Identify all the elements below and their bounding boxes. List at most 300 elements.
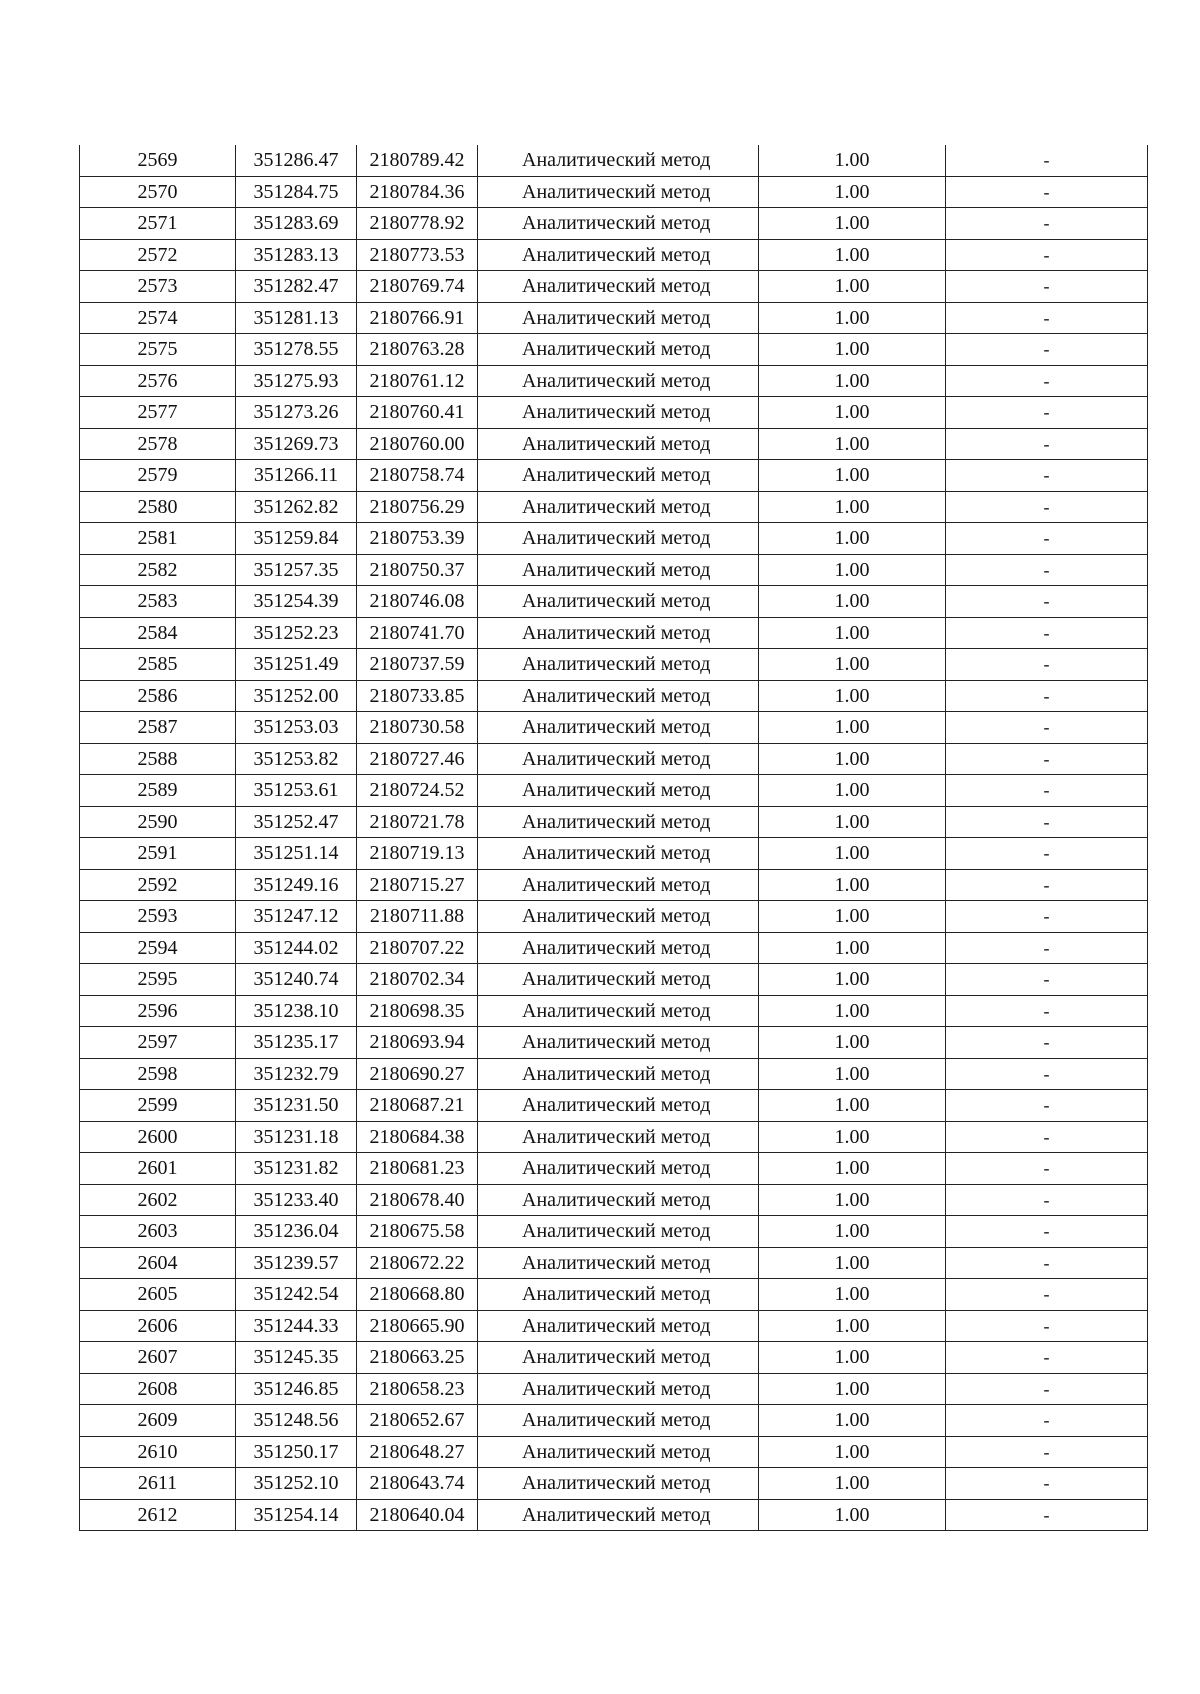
y-coordinate-cell: 2180753.39 [357, 523, 478, 555]
x-coordinate-cell: 351238.10 [236, 995, 357, 1027]
table-row [80, 617, 1148, 649]
y-coordinate-cell: 2180678.40 [357, 1184, 478, 1216]
point-number-cell: 2572 [80, 239, 236, 271]
accuracy-cell: 1.00 [759, 365, 946, 397]
point-number-cell: 2602 [80, 1184, 236, 1216]
accuracy-cell: 1.00 [759, 208, 946, 240]
note-cell: - [946, 1310, 1148, 1342]
accuracy-cell: 1.00 [759, 554, 946, 586]
method-cell: Аналитический метод [478, 460, 759, 492]
note-cell: - [946, 302, 1148, 334]
table-row [80, 901, 1148, 933]
method-cell: Аналитический метод [478, 1184, 759, 1216]
y-coordinate-cell: 2180760.00 [357, 428, 478, 460]
accuracy-cell: 1.00 [759, 743, 946, 775]
method-cell: Аналитический метод [478, 1247, 759, 1279]
note-cell: - [946, 1027, 1148, 1059]
point-number-cell: 2594 [80, 932, 236, 964]
point-number-cell: 2589 [80, 775, 236, 807]
table-row [80, 680, 1148, 712]
method-cell: Аналитический метод [478, 1310, 759, 1342]
x-coordinate-cell: 351244.02 [236, 932, 357, 964]
y-coordinate-cell: 2180684.38 [357, 1121, 478, 1153]
point-number-cell: 2579 [80, 460, 236, 492]
table-row [80, 334, 1148, 366]
accuracy-cell: 1.00 [759, 617, 946, 649]
method-cell: Аналитический метод [478, 1027, 759, 1059]
y-coordinate-cell: 2180727.46 [357, 743, 478, 775]
y-coordinate-cell: 2180652.67 [357, 1405, 478, 1437]
y-coordinate-cell: 2180663.25 [357, 1342, 478, 1374]
x-coordinate-cell: 351249.16 [236, 869, 357, 901]
method-cell: Аналитический метод [478, 649, 759, 681]
accuracy-cell: 1.00 [759, 1216, 946, 1248]
accuracy-cell: 1.00 [759, 932, 946, 964]
coordinates-table [79, 145, 1148, 1531]
x-coordinate-cell: 351286.47 [236, 145, 357, 176]
point-number-cell: 2580 [80, 491, 236, 523]
x-coordinate-cell: 351252.00 [236, 680, 357, 712]
accuracy-cell: 1.00 [759, 1121, 946, 1153]
accuracy-cell: 1.00 [759, 491, 946, 523]
method-cell: Аналитический метод [478, 932, 759, 964]
y-coordinate-cell: 2180769.74 [357, 271, 478, 303]
x-coordinate-cell: 351247.12 [236, 901, 357, 933]
note-cell: - [946, 1121, 1148, 1153]
x-coordinate-cell: 351283.13 [236, 239, 357, 271]
note-cell: - [946, 586, 1148, 618]
x-coordinate-cell: 351259.84 [236, 523, 357, 555]
y-coordinate-cell: 2180721.78 [357, 806, 478, 838]
point-number-cell: 2597 [80, 1027, 236, 1059]
method-cell: Аналитический метод [478, 838, 759, 870]
note-cell: - [946, 1499, 1148, 1531]
point-number-cell: 2596 [80, 995, 236, 1027]
x-coordinate-cell: 351232.79 [236, 1058, 357, 1090]
y-coordinate-cell: 2180784.36 [357, 176, 478, 208]
point-number-cell: 2586 [80, 680, 236, 712]
x-coordinate-cell: 351254.39 [236, 586, 357, 618]
point-number-cell: 2587 [80, 712, 236, 744]
note-cell: - [946, 995, 1148, 1027]
method-cell: Аналитический метод [478, 775, 759, 807]
y-coordinate-cell: 2180711.88 [357, 901, 478, 933]
y-coordinate-cell: 2180733.85 [357, 680, 478, 712]
y-coordinate-cell: 2180690.27 [357, 1058, 478, 1090]
note-cell: - [946, 1184, 1148, 1216]
note-cell: - [946, 869, 1148, 901]
y-coordinate-cell: 2180789.42 [357, 145, 478, 176]
method-cell: Аналитический метод [478, 365, 759, 397]
y-coordinate-cell: 2180675.58 [357, 1216, 478, 1248]
point-number-cell: 2590 [80, 806, 236, 838]
method-cell: Аналитический метод [478, 743, 759, 775]
x-coordinate-cell: 351245.35 [236, 1342, 357, 1374]
accuracy-cell: 1.00 [759, 775, 946, 807]
note-cell: - [946, 239, 1148, 271]
note-cell: - [946, 554, 1148, 586]
y-coordinate-cell: 2180702.34 [357, 964, 478, 996]
accuracy-cell: 1.00 [759, 806, 946, 838]
x-coordinate-cell: 351284.75 [236, 176, 357, 208]
table-row [80, 1153, 1148, 1185]
x-coordinate-cell: 351231.18 [236, 1121, 357, 1153]
note-cell: - [946, 1247, 1148, 1279]
accuracy-cell: 1.00 [759, 869, 946, 901]
x-coordinate-cell: 351283.69 [236, 208, 357, 240]
x-coordinate-cell: 351273.26 [236, 397, 357, 429]
point-number-cell: 2585 [80, 649, 236, 681]
table-row [80, 208, 1148, 240]
x-coordinate-cell: 351275.93 [236, 365, 357, 397]
y-coordinate-cell: 2180658.23 [357, 1373, 478, 1405]
method-cell: Аналитический метод [478, 1342, 759, 1374]
note-cell: - [946, 176, 1148, 208]
table-row [80, 145, 1148, 176]
x-coordinate-cell: 351235.17 [236, 1027, 357, 1059]
table-row [80, 995, 1148, 1027]
table-row [80, 1499, 1148, 1531]
table-row [80, 428, 1148, 460]
note-cell: - [946, 680, 1148, 712]
note-cell: - [946, 1405, 1148, 1437]
accuracy-cell: 1.00 [759, 1184, 946, 1216]
table-row [80, 932, 1148, 964]
accuracy-cell: 1.00 [759, 176, 946, 208]
method-cell: Аналитический метод [478, 1058, 759, 1090]
accuracy-cell: 1.00 [759, 1405, 946, 1437]
x-coordinate-cell: 351242.54 [236, 1279, 357, 1311]
point-number-cell: 2593 [80, 901, 236, 933]
method-cell: Аналитический метод [478, 1153, 759, 1185]
y-coordinate-cell: 2180707.22 [357, 932, 478, 964]
accuracy-cell: 1.00 [759, 1342, 946, 1374]
note-cell: - [946, 460, 1148, 492]
method-cell: Аналитический метод [478, 334, 759, 366]
x-coordinate-cell: 351252.23 [236, 617, 357, 649]
method-cell: Аналитический метод [478, 964, 759, 996]
point-number-cell: 2599 [80, 1090, 236, 1122]
x-coordinate-cell: 351239.57 [236, 1247, 357, 1279]
x-coordinate-cell: 351231.50 [236, 1090, 357, 1122]
note-cell: - [946, 932, 1148, 964]
x-coordinate-cell: 351244.33 [236, 1310, 357, 1342]
note-cell: - [946, 1216, 1148, 1248]
point-number-cell: 2606 [80, 1310, 236, 1342]
note-cell: - [946, 743, 1148, 775]
note-cell: - [946, 806, 1148, 838]
point-number-cell: 2577 [80, 397, 236, 429]
y-coordinate-cell: 2180766.91 [357, 302, 478, 334]
y-coordinate-cell: 2180668.80 [357, 1279, 478, 1311]
method-cell: Аналитический метод [478, 397, 759, 429]
accuracy-cell: 1.00 [759, 1090, 946, 1122]
point-number-cell: 2584 [80, 617, 236, 649]
accuracy-cell: 1.00 [759, 964, 946, 996]
accuracy-cell: 1.00 [759, 239, 946, 271]
y-coordinate-cell: 2180724.52 [357, 775, 478, 807]
y-coordinate-cell: 2180746.08 [357, 586, 478, 618]
note-cell: - [946, 964, 1148, 996]
x-coordinate-cell: 351251.14 [236, 838, 357, 870]
method-cell: Аналитический метод [478, 428, 759, 460]
note-cell: - [946, 334, 1148, 366]
method-cell: Аналитический метод [478, 1279, 759, 1311]
x-coordinate-cell: 351281.13 [236, 302, 357, 334]
accuracy-cell: 1.00 [759, 995, 946, 1027]
note-cell: - [946, 649, 1148, 681]
y-coordinate-cell: 2180687.21 [357, 1090, 478, 1122]
method-cell: Аналитический метод [478, 271, 759, 303]
x-coordinate-cell: 351262.82 [236, 491, 357, 523]
table-row [80, 869, 1148, 901]
x-coordinate-cell: 351253.82 [236, 743, 357, 775]
point-number-cell: 2605 [80, 1279, 236, 1311]
x-coordinate-cell: 351252.47 [236, 806, 357, 838]
table-row [80, 1058, 1148, 1090]
note-cell: - [946, 838, 1148, 870]
coordinates-table-body [80, 145, 1148, 1531]
accuracy-cell: 1.00 [759, 1247, 946, 1279]
note-cell: - [946, 145, 1148, 176]
y-coordinate-cell: 2180761.12 [357, 365, 478, 397]
x-coordinate-cell: 351246.85 [236, 1373, 357, 1405]
table-row [80, 712, 1148, 744]
method-cell: Аналитический метод [478, 1090, 759, 1122]
note-cell: - [946, 712, 1148, 744]
accuracy-cell: 1.00 [759, 838, 946, 870]
x-coordinate-cell: 351266.11 [236, 460, 357, 492]
accuracy-cell: 1.00 [759, 302, 946, 334]
point-number-cell: 2576 [80, 365, 236, 397]
y-coordinate-cell: 2180778.92 [357, 208, 478, 240]
point-number-cell: 2591 [80, 838, 236, 870]
accuracy-cell: 1.00 [759, 1279, 946, 1311]
note-cell: - [946, 397, 1148, 429]
table-row [80, 1184, 1148, 1216]
note-cell: - [946, 1436, 1148, 1468]
y-coordinate-cell: 2180760.41 [357, 397, 478, 429]
table-row [80, 397, 1148, 429]
method-cell: Аналитический метод [478, 617, 759, 649]
table-row [80, 554, 1148, 586]
table-row [80, 806, 1148, 838]
table-row [80, 1027, 1148, 1059]
y-coordinate-cell: 2180719.13 [357, 838, 478, 870]
x-coordinate-cell: 351251.49 [236, 649, 357, 681]
table-row [80, 1468, 1148, 1500]
x-coordinate-cell: 351282.47 [236, 271, 357, 303]
note-cell: - [946, 1468, 1148, 1500]
y-coordinate-cell: 2180648.27 [357, 1436, 478, 1468]
x-coordinate-cell: 351253.61 [236, 775, 357, 807]
table-row [80, 743, 1148, 775]
method-cell: Аналитический метод [478, 869, 759, 901]
point-number-cell: 2608 [80, 1373, 236, 1405]
accuracy-cell: 1.00 [759, 460, 946, 492]
table-row [80, 1342, 1148, 1374]
y-coordinate-cell: 2180715.27 [357, 869, 478, 901]
method-cell: Аналитический метод [478, 806, 759, 838]
y-coordinate-cell: 2180681.23 [357, 1153, 478, 1185]
point-number-cell: 2581 [80, 523, 236, 555]
accuracy-cell: 1.00 [759, 1436, 946, 1468]
table-row [80, 838, 1148, 870]
y-coordinate-cell: 2180756.29 [357, 491, 478, 523]
point-number-cell: 2601 [80, 1153, 236, 1185]
x-coordinate-cell: 351248.56 [236, 1405, 357, 1437]
accuracy-cell: 1.00 [759, 1499, 946, 1531]
accuracy-cell: 1.00 [759, 523, 946, 555]
table-row [80, 964, 1148, 996]
method-cell: Аналитический метод [478, 1405, 759, 1437]
y-coordinate-cell: 2180741.70 [357, 617, 478, 649]
y-coordinate-cell: 2180672.22 [357, 1247, 478, 1279]
note-cell: - [946, 1342, 1148, 1374]
method-cell: Аналитический метод [478, 1216, 759, 1248]
y-coordinate-cell: 2180698.35 [357, 995, 478, 1027]
method-cell: Аналитический метод [478, 554, 759, 586]
method-cell: Аналитический метод [478, 1436, 759, 1468]
table-row [80, 649, 1148, 681]
point-number-cell: 2592 [80, 869, 236, 901]
note-cell: - [946, 208, 1148, 240]
method-cell: Аналитический метод [478, 586, 759, 618]
note-cell: - [946, 1373, 1148, 1405]
point-number-cell: 2573 [80, 271, 236, 303]
x-coordinate-cell: 351252.10 [236, 1468, 357, 1500]
accuracy-cell: 1.00 [759, 271, 946, 303]
method-cell: Аналитический метод [478, 1121, 759, 1153]
point-number-cell: 2583 [80, 586, 236, 618]
accuracy-cell: 1.00 [759, 712, 946, 744]
point-number-cell: 2595 [80, 964, 236, 996]
table-row [80, 460, 1148, 492]
point-number-cell: 2578 [80, 428, 236, 460]
method-cell: Аналитический метод [478, 1373, 759, 1405]
point-number-cell: 2598 [80, 1058, 236, 1090]
y-coordinate-cell: 2180665.90 [357, 1310, 478, 1342]
y-coordinate-cell: 2180763.28 [357, 334, 478, 366]
point-number-cell: 2582 [80, 554, 236, 586]
point-number-cell: 2570 [80, 176, 236, 208]
accuracy-cell: 1.00 [759, 397, 946, 429]
x-coordinate-cell: 351231.82 [236, 1153, 357, 1185]
note-cell: - [946, 775, 1148, 807]
accuracy-cell: 1.00 [759, 1058, 946, 1090]
x-coordinate-cell: 351250.17 [236, 1436, 357, 1468]
method-cell: Аналитический метод [478, 302, 759, 334]
point-number-cell: 2603 [80, 1216, 236, 1248]
accuracy-cell: 1.00 [759, 901, 946, 933]
table-row [80, 1279, 1148, 1311]
table-row [80, 176, 1148, 208]
method-cell: Аналитический метод [478, 901, 759, 933]
point-number-cell: 2600 [80, 1121, 236, 1153]
x-coordinate-cell: 351254.14 [236, 1499, 357, 1531]
point-number-cell: 2607 [80, 1342, 236, 1374]
note-cell: - [946, 523, 1148, 555]
method-cell: Аналитический метод [478, 523, 759, 555]
point-number-cell: 2569 [80, 145, 236, 176]
table-row [80, 1090, 1148, 1122]
x-coordinate-cell: 351240.74 [236, 964, 357, 996]
y-coordinate-cell: 2180737.59 [357, 649, 478, 681]
method-cell: Аналитический метод [478, 712, 759, 744]
note-cell: - [946, 365, 1148, 397]
table-row [80, 365, 1148, 397]
accuracy-cell: 1.00 [759, 1310, 946, 1342]
method-cell: Аналитический метод [478, 491, 759, 523]
y-coordinate-cell: 2180640.04 [357, 1499, 478, 1531]
note-cell: - [946, 901, 1148, 933]
x-coordinate-cell: 351278.55 [236, 334, 357, 366]
accuracy-cell: 1.00 [759, 334, 946, 366]
table-row [80, 302, 1148, 334]
note-cell: - [946, 1090, 1148, 1122]
y-coordinate-cell: 2180643.74 [357, 1468, 478, 1500]
accuracy-cell: 1.00 [759, 649, 946, 681]
note-cell: - [946, 271, 1148, 303]
y-coordinate-cell: 2180750.37 [357, 554, 478, 586]
point-number-cell: 2611 [80, 1468, 236, 1500]
note-cell: - [946, 428, 1148, 460]
x-coordinate-cell: 351233.40 [236, 1184, 357, 1216]
table-row [80, 775, 1148, 807]
point-number-cell: 2604 [80, 1247, 236, 1279]
accuracy-cell: 1.00 [759, 586, 946, 618]
point-number-cell: 2575 [80, 334, 236, 366]
point-number-cell: 2574 [80, 302, 236, 334]
x-coordinate-cell: 351269.73 [236, 428, 357, 460]
table-row [80, 586, 1148, 618]
method-cell: Аналитический метод [478, 145, 759, 176]
method-cell: Аналитический метод [478, 208, 759, 240]
accuracy-cell: 1.00 [759, 145, 946, 176]
table-row [80, 523, 1148, 555]
point-number-cell: 2612 [80, 1499, 236, 1531]
table-row [80, 1310, 1148, 1342]
accuracy-cell: 1.00 [759, 428, 946, 460]
accuracy-cell: 1.00 [759, 1468, 946, 1500]
table-row [80, 1436, 1148, 1468]
method-cell: Аналитический метод [478, 680, 759, 712]
note-cell: - [946, 1058, 1148, 1090]
y-coordinate-cell: 2180758.74 [357, 460, 478, 492]
point-number-cell: 2610 [80, 1436, 236, 1468]
method-cell: Аналитический метод [478, 239, 759, 271]
table-row [80, 491, 1148, 523]
note-cell: - [946, 617, 1148, 649]
table-row [80, 1121, 1148, 1153]
table-row [80, 271, 1148, 303]
method-cell: Аналитический метод [478, 995, 759, 1027]
point-number-cell: 2571 [80, 208, 236, 240]
note-cell: - [946, 1279, 1148, 1311]
point-number-cell: 2588 [80, 743, 236, 775]
table-row [80, 1373, 1148, 1405]
y-coordinate-cell: 2180730.58 [357, 712, 478, 744]
table-row [80, 1247, 1148, 1279]
method-cell: Аналитический метод [478, 176, 759, 208]
point-number-cell: 2609 [80, 1405, 236, 1437]
method-cell: Аналитический метод [478, 1468, 759, 1500]
method-cell: Аналитический метод [478, 1499, 759, 1531]
x-coordinate-cell: 351257.35 [236, 554, 357, 586]
y-coordinate-cell: 2180773.53 [357, 239, 478, 271]
note-cell: - [946, 491, 1148, 523]
x-coordinate-cell: 351253.03 [236, 712, 357, 744]
